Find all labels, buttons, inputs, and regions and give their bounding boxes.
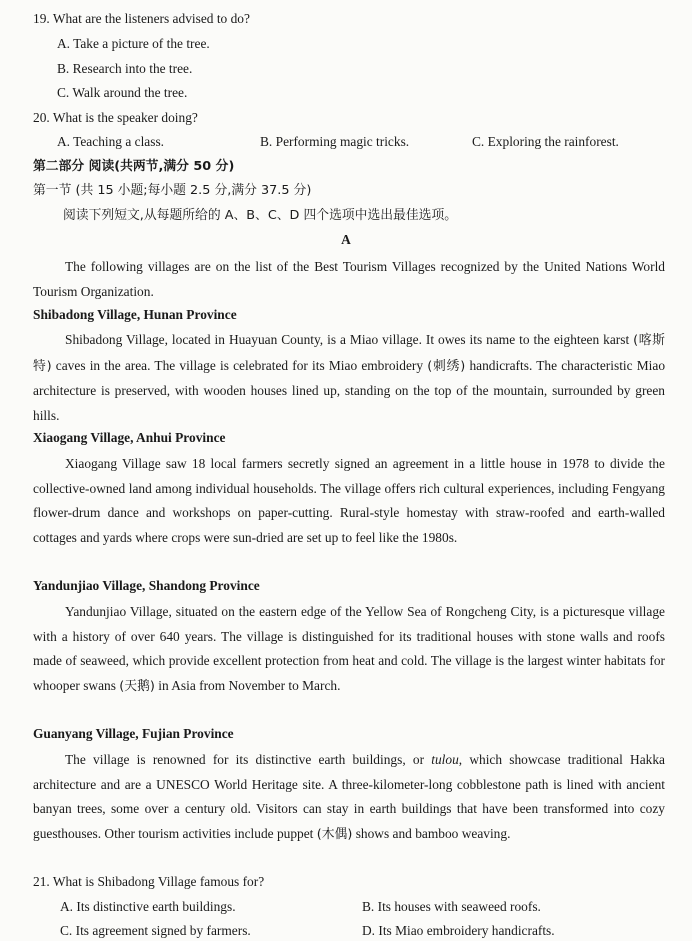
question-19-option-c: C. Walk around the tree. (57, 85, 188, 100)
village-body-guanyang (33, 748, 665, 847)
passage-intro: The following villages are on the list of the Best Tourism Villages recognized by the United Nations World Tourism Organization. (33, 259, 665, 299)
cjk-gloss: (木偶) (316, 826, 353, 842)
question-21-option-c: C. Its agreement signed by farmers. (60, 923, 251, 938)
question-19-option-a: A. Take a picture of the tree. (57, 36, 210, 51)
section-one-heading: 第一节 (共 15 小题;每小题 2.5 分,满分 37.5 分) (33, 183, 312, 198)
body-text: Shibadong Village, located in Huayuan County, is a Miao village. It owes its name to the eighteen karst (65, 332, 634, 347)
part-two-heading: 第二部分 阅读(共两节,满分 50 分) (33, 159, 235, 174)
body-text: Yandunjiao Village, situated on the eastern edge of the Yellow Sea of Rongcheng City, is a picturesque village with a history of over 640 years. The village is distinguished for its traditional houses with stone walls and roofs made of seaweed, which provide excellent protection from heat and cold. The village is the largest winter habitats for whooper swans (33, 604, 665, 693)
village-body-yandunjiao (33, 600, 665, 699)
body-text: shows and bamboo weaving. (352, 825, 511, 841)
village-title-shibadong: Shibadong Village, Hunan Province (33, 307, 237, 322)
body-text: , which showcase traditional Hakka architecture and are a UNESCO World Heritage site. A three-kilometer-long cobblestone path is lined with ancient banyan trees, some over a century old. Visitors can stay in earth buildings that have been transformed into cozy guesthouses. Other tourism activities include puppet (33, 752, 665, 841)
cjk-gloss: (喀斯特) (33, 333, 665, 374)
village-body-xiaogang: Xiaogang Village saw 18 local farmers secretly signed an agreement in a little house in 1978 to divide the collective-owned land among individual households. The village offers rich cultural experiences, including Fengyang flower-drum dance and workshops on paper-cutting. Rural-style homestay with straw-roofed and earth-walled cottages and yards where crops were sun-dried are set up to feel like the 1980s. (33, 456, 665, 545)
question-20-option-a: A. Teaching a class. (57, 134, 165, 149)
body-text: in Asia from November to March. (154, 677, 341, 693)
body-text: caves in the area. The village is celebrated for its Miao embroidery (51, 357, 428, 373)
question-20-option-c: C. Exploring the rainforest. (472, 134, 619, 149)
village-body-shibadong (33, 328, 665, 428)
village-title-guanyang: Guanyang Village, Fujian Province (33, 726, 234, 741)
passage-label: A (341, 232, 351, 247)
cjk-gloss: (刺绣) (427, 358, 466, 374)
question-21-option-b: B. Its houses with seaweed roofs. (362, 899, 541, 914)
village-title-xiaogang: Xiaogang Village, Anhui Province (33, 430, 226, 445)
question-19-stem: 19. What are the listeners advised to do? (33, 11, 250, 26)
question-21-option-d: D. Its Miao embroidery handicrafts. (362, 923, 555, 938)
question-19-option-b: B. Research into the tree. (57, 61, 193, 76)
cjk-gloss: (天鹅) (119, 678, 155, 694)
tulou-term: tulou (431, 752, 459, 767)
village-title-yandunjiao: Yandunjiao Village, Shandong Province (33, 578, 260, 593)
question-21-stem: 21. What is Shibadong Village famous for? (33, 874, 265, 889)
question-20-stem: 20. What is the speaker doing? (33, 110, 198, 125)
body-text: The village is renowned for its distinctive earth buildings, or (65, 752, 432, 767)
body-text: handicrafts. The characteristic Miao architecture is preserved, with wooden houses lined up, standing on the top of the mountain, surrounded by green hills. (33, 357, 666, 423)
question-20-option-b: B. Performing magic tricks. (260, 134, 410, 149)
question-21-option-a: A. Its distinctive earth buildings. (60, 899, 236, 914)
reading-instruction: 阅读下列短文,从每题所给的 A、B、C、D 四个选项中选出最佳选项。 (63, 208, 458, 223)
